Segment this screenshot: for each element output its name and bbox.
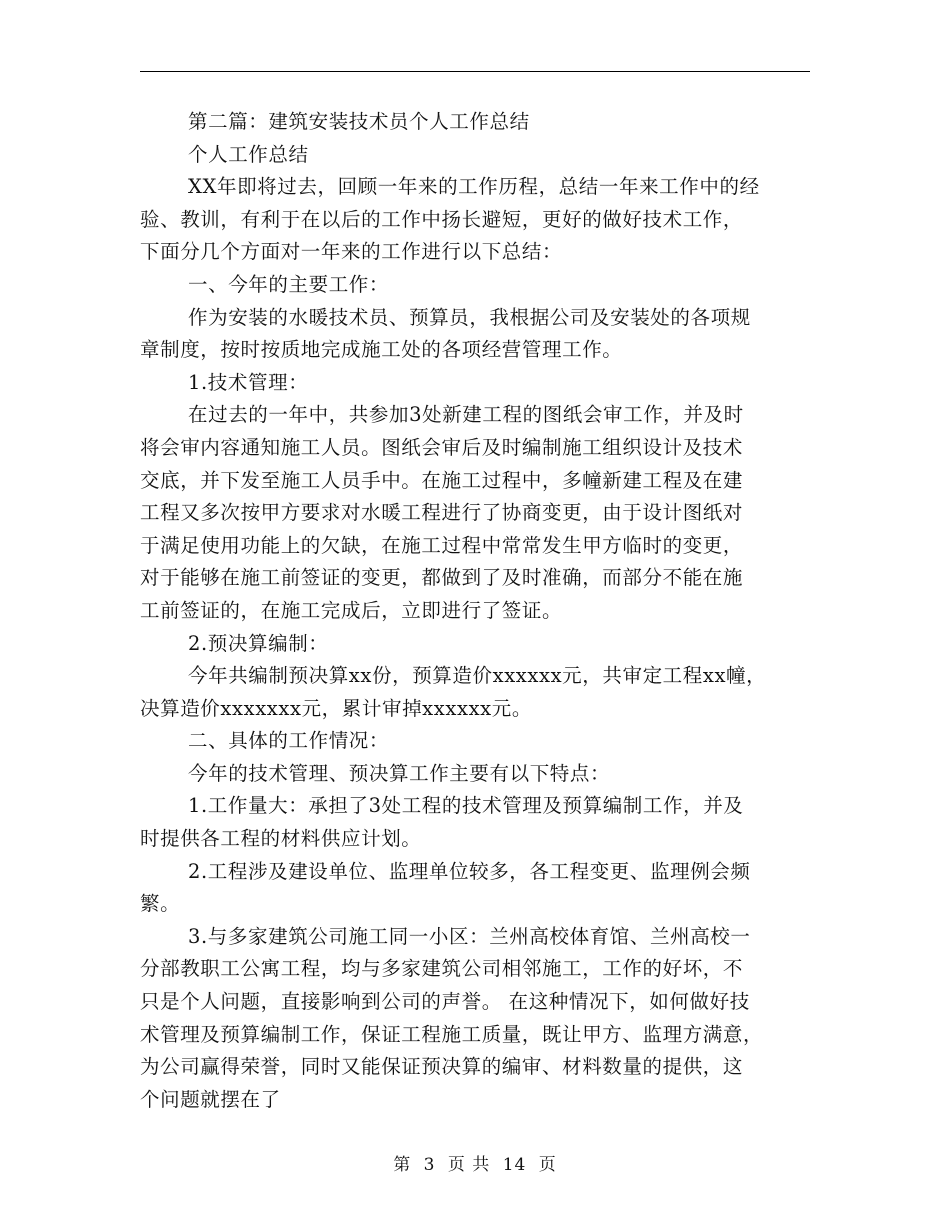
text-line: 作为安装的水暖技术员、预算员，我根据公司及安装处的各项规 [188, 305, 751, 329]
text-line: 2.工程涉及建设单位、监理单位较多，各工程变更、监理例会频 [188, 859, 751, 883]
text-line: 1.工作量大：承担了3处工程的技术管理及预算编制工作，并及 [188, 794, 744, 818]
text-line: 为公司赢得荣誉，同时又能保证预决算的编审、材料数量的提供，这 [140, 1055, 744, 1079]
text-line: 1.技术管理： [188, 370, 309, 394]
document-body [140, 106, 810, 1116]
text-line: 一、今年的主要工作： [188, 272, 390, 296]
text-line: 交底，并下发至施工人员手中。在施工过程中，多幢新建工程及在建 [140, 468, 744, 492]
page-footer [0, 1150, 950, 1175]
text-line: 在过去的一年中，共参加3处新建工程的图纸会审工作，并及时 [188, 403, 744, 427]
text-line: 时提供各工程的材料供应计划。 [140, 827, 422, 851]
text-line: 繁。 [140, 892, 181, 916]
header-rule [140, 71, 810, 72]
text-line: 今年共编制预决算xx份，预算造价xxxxxx元，共审定工程xx幢， [188, 664, 767, 688]
text-line: XX年即将过去，回顾一年来的工作历程，总结一年来工作中的经 [188, 175, 760, 199]
text-line: 决算造价xxxxxxx元，累计审掉xxxxxx元。 [140, 696, 532, 720]
text-line: 2.预决算编制： [188, 631, 329, 655]
text-line: 章制度，按时按质地完成施工处的各项经营管理工作。 [140, 338, 623, 362]
text-line: 3.与多家建筑公司施工同一小区：兰州高校体育馆、兰州高校一 [188, 924, 751, 948]
text-line: 只是个人问题，直接影响到公司的声誉。 在这种情况下，如何做好技 [140, 990, 750, 1014]
footer-suffix: 页 [538, 1155, 557, 1175]
total-pages-number: 14 [502, 1155, 527, 1175]
text-line: 将会审内容通知施工人员。图纸会审后及时编制施工组织设计及技术 [140, 435, 744, 459]
footer-middle: 页 共 [447, 1155, 491, 1175]
text-line: 今年的技术管理、预决算工作主要有以下特点： [188, 761, 611, 785]
text-line: 于满足使用功能上的欠缺，在施工过程中常常发生甲方临时的变更， [140, 533, 744, 557]
text-line: 对于能够在施工前签证的变更，都做到了及时准确，而部分不能在施 [140, 566, 744, 590]
text-line: 术管理及预算编制工作，保证工程施工质量，既让甲方、监理方满意， [140, 1022, 764, 1046]
footer-prefix: 第 [393, 1155, 412, 1175]
text-line: 分部教职工公寓工程，均与多家建筑公司相邻施工，工作的好坏，不 [140, 957, 744, 981]
text-line: 个问题就摆在了 [140, 1087, 281, 1111]
text-line: 下面分几个方面对一年来的工作进行以下总结： [140, 240, 563, 264]
text-line: 第二篇：建筑安装技术员个人工作总结 [188, 110, 530, 133]
text-line: 工程又多次按甲方要求对水暖工程进行了协商变更，由于设计图纸对 [140, 501, 744, 525]
text-line: 二、具体的工作情况： [188, 729, 390, 753]
current-page-number: 3 [423, 1155, 436, 1175]
text-line: 个人工作总结 [188, 142, 309, 166]
text-line: 工前签证的，在施工完成后，立即进行了签证。 [140, 598, 563, 622]
text-line: 验、教训，有利于在以后的工作中扬长避短，更好的做好技术工作， [140, 207, 744, 231]
